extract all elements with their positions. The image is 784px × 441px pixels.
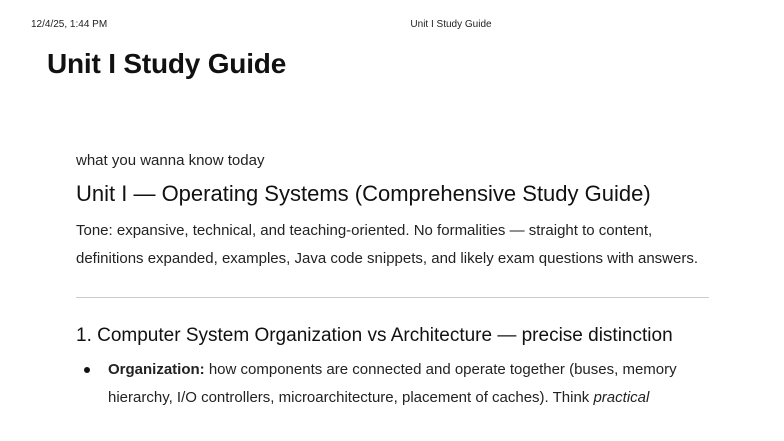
print-datetime: 12/4/25, 1:44 PM <box>31 19 108 30</box>
main-heading: Unit I — Operating Systems (Comprehensive Study Guide) <box>76 181 651 206</box>
document-content <box>76 152 716 412</box>
tone-paragraph: Tone: expansive, technical, and teaching-oriented. No formalities — straight to content, definitions expanded, examples, Java code snippets, and likely exam questions with answers. <box>76 222 699 267</box>
section-divider <box>76 297 709 298</box>
section-1-bullet-list <box>76 356 716 412</box>
print-page-title: Unit I Study Guide <box>410 19 492 30</box>
list-item <box>76 356 716 412</box>
section-1-heading: 1. Computer System Organization vs Architecture — precise distinction <box>76 325 673 346</box>
print-header <box>0 19 784 33</box>
bullet-term: Organization: <box>108 361 205 378</box>
bullet-text: how components are connected and operate together (buses, memory hierarchy, I/O controllers, microarchitecture, placement of caches). Think <box>108 361 677 406</box>
bullet-italic-text: practical <box>593 389 650 406</box>
document-title: Unit I Study Guide <box>47 48 287 79</box>
bullet-icon <box>84 367 90 373</box>
intro-line: what you wanna know today <box>76 152 265 169</box>
